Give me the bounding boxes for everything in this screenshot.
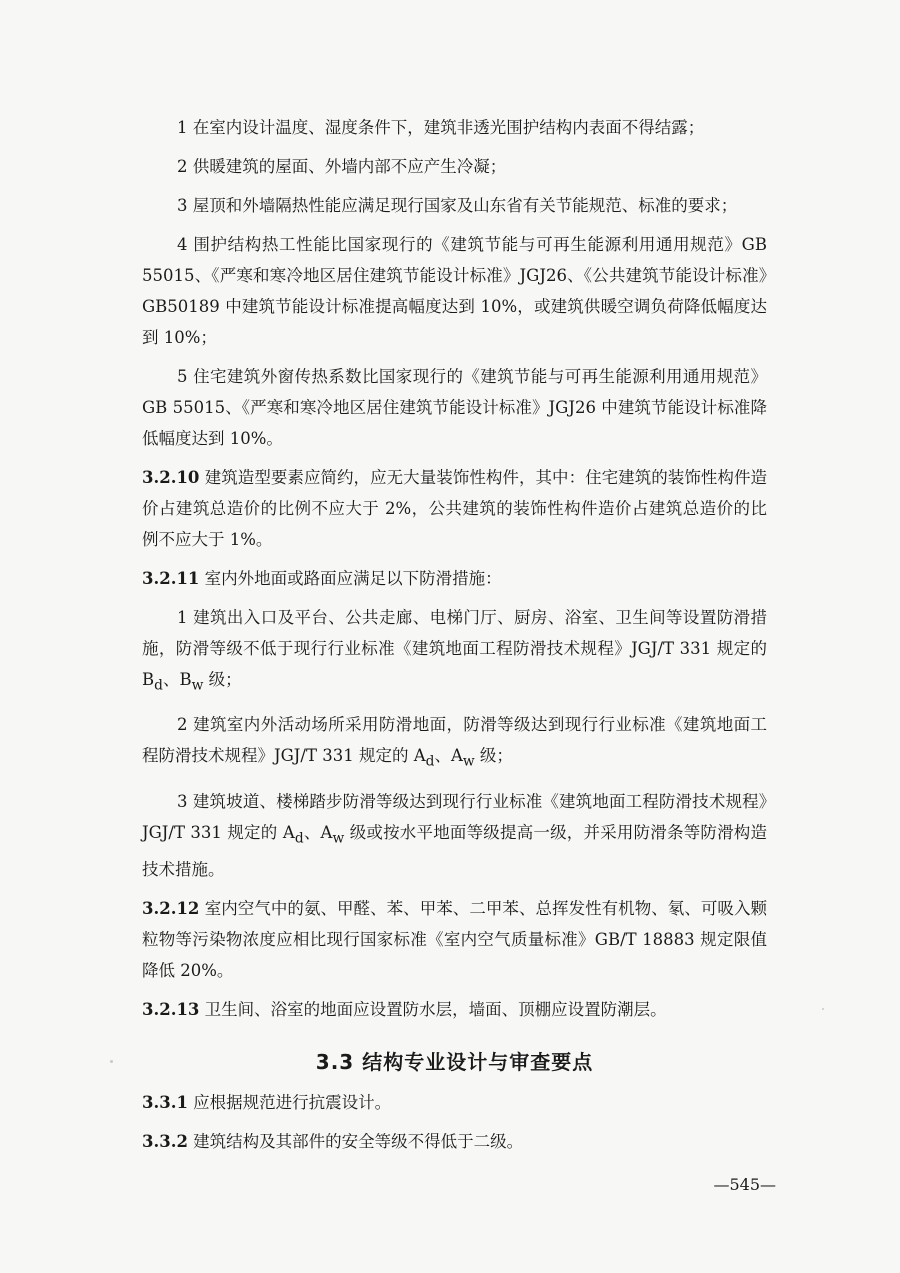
clause-number: 3.3.1: [142, 1092, 188, 1112]
clause-number: 3.2.10: [142, 468, 200, 487]
item-text: 、B: [162, 670, 192, 689]
item-1: 1 在室内设计温度、湿度条件下，建筑非透光围护结构内表面不得结露；: [177, 118, 705, 137]
item-text: 、A: [303, 822, 333, 842]
clause-text: 应根据规范进行抗震设计。: [187, 1092, 392, 1112]
clause-text: 室内空气中的氨、甲醛、苯、甲苯、二甲苯、总挥发性有机物、氡、可吸入颗粒物等污染物浓度应相比现行国家标准《室内空气质量标准》GB/T 18883 规定限值降低 20%。: [142, 898, 767, 980]
clause-text: 室内外地面或路面应满足以下防滑措施：: [199, 569, 502, 588]
subscript: w: [332, 829, 345, 846]
clause-text: 建筑造型要素应简约，应无大量装饰性构件，其中：住宅建筑的装饰性构件造价占建筑总造价的比例不应大于 2%，公共建筑的装饰性构件造价占建筑总造价的比例不应大于 1%。: [142, 468, 767, 549]
item-text: 2 建筑室内外活动场所采用防滑地面，防滑等级达到现行行业标准《建筑地面工程防滑技术规程》JGJ/T 331 规定的 A: [142, 715, 767, 766]
page-number: —545—: [713, 1175, 776, 1194]
subscript: d: [425, 753, 435, 770]
clause-3-2-11: [142, 563, 767, 594]
item-3: 3 屋顶和外墙隔热性能应满足现行国家及山东省有关节能规范、标准的要求；: [177, 196, 738, 215]
clause-3-2-12: [142, 893, 767, 986]
clause-3-2-10: [142, 462, 767, 555]
clause-number: 3.2.11: [142, 569, 200, 588]
clause-3-2-13: [142, 994, 767, 1025]
item-4: 4 围护结构热工性能比国家现行的《建筑节能与可再生能源利用通用规范》GB 55015、《严寒和寒冷地区居住建筑节能设计标准》JGJ26、《公共建筑节能设计标准》GB50189 中建筑节能设计标准提高幅度达到 10%，或建筑供暖空调负荷降低幅度达到 10%；: [142, 235, 767, 347]
item-2: 2 供暖建筑的屋面、外墙内部不应产生冷凝；: [177, 157, 507, 176]
scan-speck: [822, 1008, 824, 1010]
section-heading: 3.3 结构专业设计与审查要点: [315, 1049, 594, 1074]
item-text: 1 建筑出入口及平台、公共走廊、电梯门厅、厨房、浴室、卫生间等设置防滑措施，防滑等级不低于现行行业标准《建筑地面工程防滑技术规程》JGJ/T 331 规定的 B: [142, 608, 767, 689]
clause-3-2-11-item-1: [142, 602, 767, 701]
scan-speck: [110, 1060, 113, 1063]
clause-3-3-2: [142, 1126, 767, 1157]
page-content: [142, 112, 767, 1157]
subscript: w: [191, 677, 204, 694]
item-text: 级；: [474, 746, 513, 766]
clause-number: 3.2.13: [142, 999, 200, 1019]
item-5: 5 住宅建筑外窗传热系数比国家现行的《建筑节能与可再生能源利用通用规范》GB 55015、《严寒和寒冷地区居住建筑节能设计标准》JGJ26 中建筑节能设计标准降低幅度达到 10%。: [142, 367, 767, 448]
clause-3-2-11-item-2: [142, 709, 767, 777]
subscript: d: [294, 829, 304, 846]
item-text: 3 建筑坡道、楼梯踏步防滑等级达到现行行业标准《建筑地面工程防滑技术规程》JGJ/T 331 规定的 A: [142, 791, 767, 842]
subscript: w: [462, 753, 475, 770]
subscript: d: [154, 677, 163, 694]
item-text: 级；: [203, 670, 242, 689]
clause-3-2-11-item-3: [142, 786, 767, 885]
clause-3-3-1: [142, 1087, 767, 1118]
clause-number: 3.3.2: [142, 1131, 188, 1151]
clause-text: 建筑结构及其部件的安全等级不得低于二级。: [187, 1131, 524, 1151]
item-text: 、A: [434, 746, 463, 766]
clause-text: 卫生间、浴室的地面应设置防水层，墙面、顶棚应设置防潮层。: [199, 999, 667, 1019]
clause-number: 3.2.12: [142, 898, 200, 918]
item-text: 级或按水平地面等级提高一级，并采用防滑条等防滑构造技术措施。: [142, 822, 768, 879]
